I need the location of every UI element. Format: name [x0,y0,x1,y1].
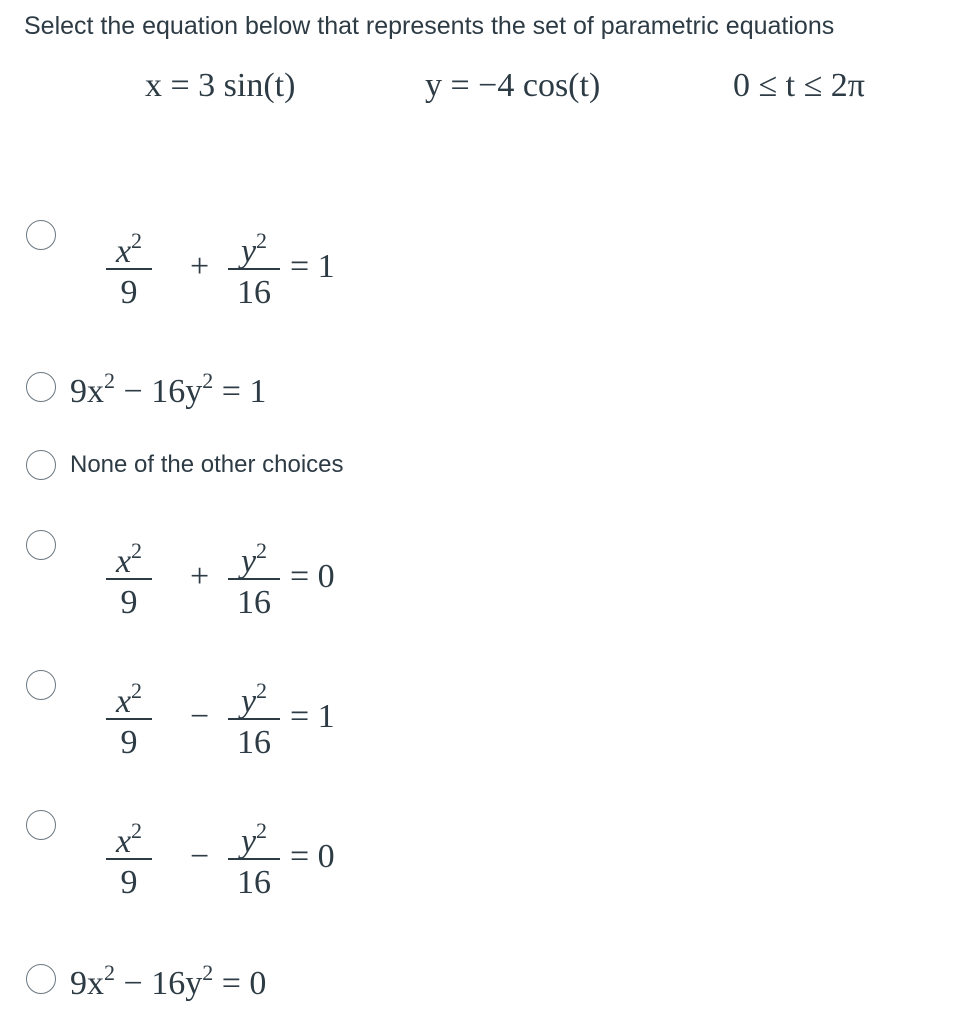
given-t-range: 0 ≤ t ≤ 2π [733,67,865,104]
answer-option-4[interactable] [26,530,356,640]
question-prompt: Select the equation below that represents the set of parametric equations [24,12,835,40]
option-equation: $9x^2 - 16y^2 = 0$ [70,960,267,1002]
y-fraction: $y^2$ 16 [228,220,280,314]
y-fraction: $y^2$ 16 [228,530,280,624]
equals-rhs: = 1 [290,698,335,735]
radio-button[interactable] [26,220,56,250]
y-fraction: $y^2$ 16 [228,670,280,764]
equals-rhs: = 1 [290,248,335,285]
x-fraction: $x^2$ 9 [106,810,152,904]
radio-button[interactable] [26,450,56,480]
option-equation [56,670,356,780]
answer-option-7[interactable] [26,952,266,1005]
radio-button[interactable] [26,670,56,700]
answer-option-6[interactable] [26,810,356,920]
answer-option-1[interactable] [26,220,356,330]
operator: + [190,248,210,285]
equals-rhs: = 0 [290,838,335,875]
radio-button[interactable] [26,810,56,840]
radio-button[interactable] [26,372,56,402]
answer-option-3[interactable] [26,448,344,482]
option-equation [56,530,356,640]
given-y-equation: y = −4 cos(t) [425,67,601,104]
operator: − [190,698,210,735]
answer-option-2[interactable] [26,360,266,413]
x-fraction: $x^2$ 9 [106,220,152,314]
radio-button[interactable] [26,530,56,560]
x-fraction: $x^2$ 9 [106,670,152,764]
equals-rhs: = 0 [290,558,335,595]
answer-option-5[interactable] [26,670,356,780]
option-equation [56,220,356,330]
given-x-equation: x = 3 sin(t) [145,67,296,104]
operator: + [190,558,210,595]
x-fraction: $x^2$ 9 [106,530,152,624]
y-fraction: $y^2$ 16 [228,810,280,904]
option-equation [56,810,356,920]
radio-button[interactable] [26,964,56,994]
option-equation: $9x^2 - 16y^2 = 1$ [70,368,267,410]
operator: − [190,838,210,875]
option-label: None of the other choices [70,451,344,478]
